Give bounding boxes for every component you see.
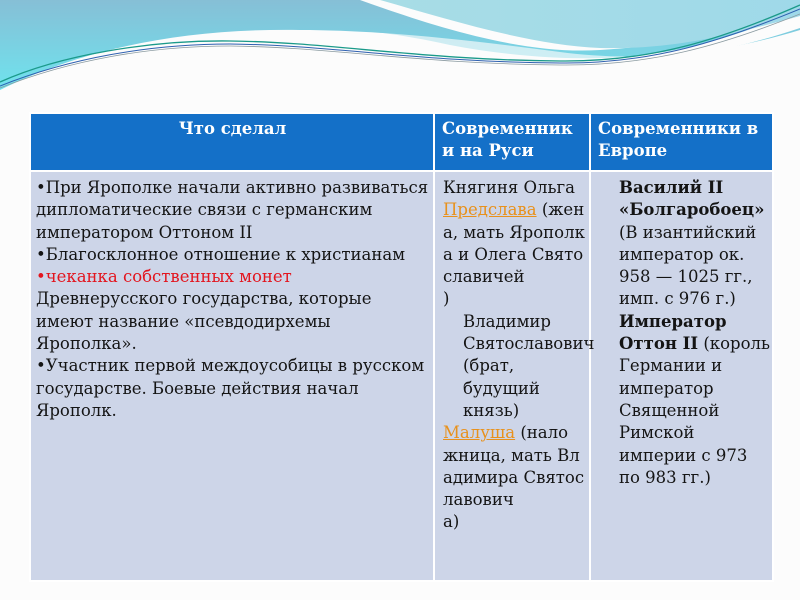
comparison-table-container <box>29 112 772 582</box>
list-item-coinage-highlight: •чеканка собственных монет <box>36 267 292 287</box>
table-row <box>30 171 773 581</box>
malusha-entry <box>443 422 587 533</box>
malusha-close: а) <box>443 512 460 532</box>
list-item-civil-war: •Участник первой междоусобицы в русском государстве. Боевые действия начал Ярополк. <box>36 356 425 420</box>
otto-entry <box>599 311 770 489</box>
header-contemporaries-europe: Современники в Европе <box>590 113 773 171</box>
vasily-entry <box>599 177 770 311</box>
comparison-table <box>29 112 774 582</box>
cell-what-done <box>30 171 434 581</box>
decorative-wave-header <box>0 0 800 100</box>
otto-name: Император Оттон II <box>619 311 727 354</box>
list-item-christians: •Благосклонное отношение к христианам <box>36 244 406 264</box>
vasily-name: Василий II «Болгаробоец» <box>619 178 765 220</box>
predslava-entry <box>443 199 587 310</box>
predslava-close: ) <box>443 289 450 309</box>
malusha-note: (нало жница, мать Владимира Святославович <box>443 423 585 510</box>
table-header-row <box>30 113 773 171</box>
header-contemporaries-rus: Современник и на Руси <box>434 113 590 171</box>
vasily-note: (В изантийский император ок. 958 — 1025 гг., имп. с 976 г.) <box>619 222 757 309</box>
otto-note: (король Германии и император Священной Римской империи с 973 по 983 гг.) <box>619 334 770 487</box>
text-olga: Княгиня Ольга <box>443 178 575 197</box>
predslava-note: (жена, мать Ярополка и Олега Святославичей <box>443 200 585 287</box>
cell-contemporaries-rus <box>434 171 595 581</box>
text-vladimir: Владимир Святославович (брат, будущий князь) <box>463 311 595 420</box>
cell-contemporaries-europe <box>590 171 773 581</box>
header-what-done: Что сделал <box>30 113 434 171</box>
predslava-link[interactable]: Предслава <box>443 200 537 220</box>
list-item-coinage-detail: Древнерусского государства, которые имеют название «псевдодирхемы Ярополка». <box>36 289 372 354</box>
list-item-diplomacy: •При Ярополке начали активно развиваться дипломатические связи с германским императором Оттоном II <box>36 178 429 242</box>
malusha-link[interactable]: Малуша <box>443 423 516 443</box>
